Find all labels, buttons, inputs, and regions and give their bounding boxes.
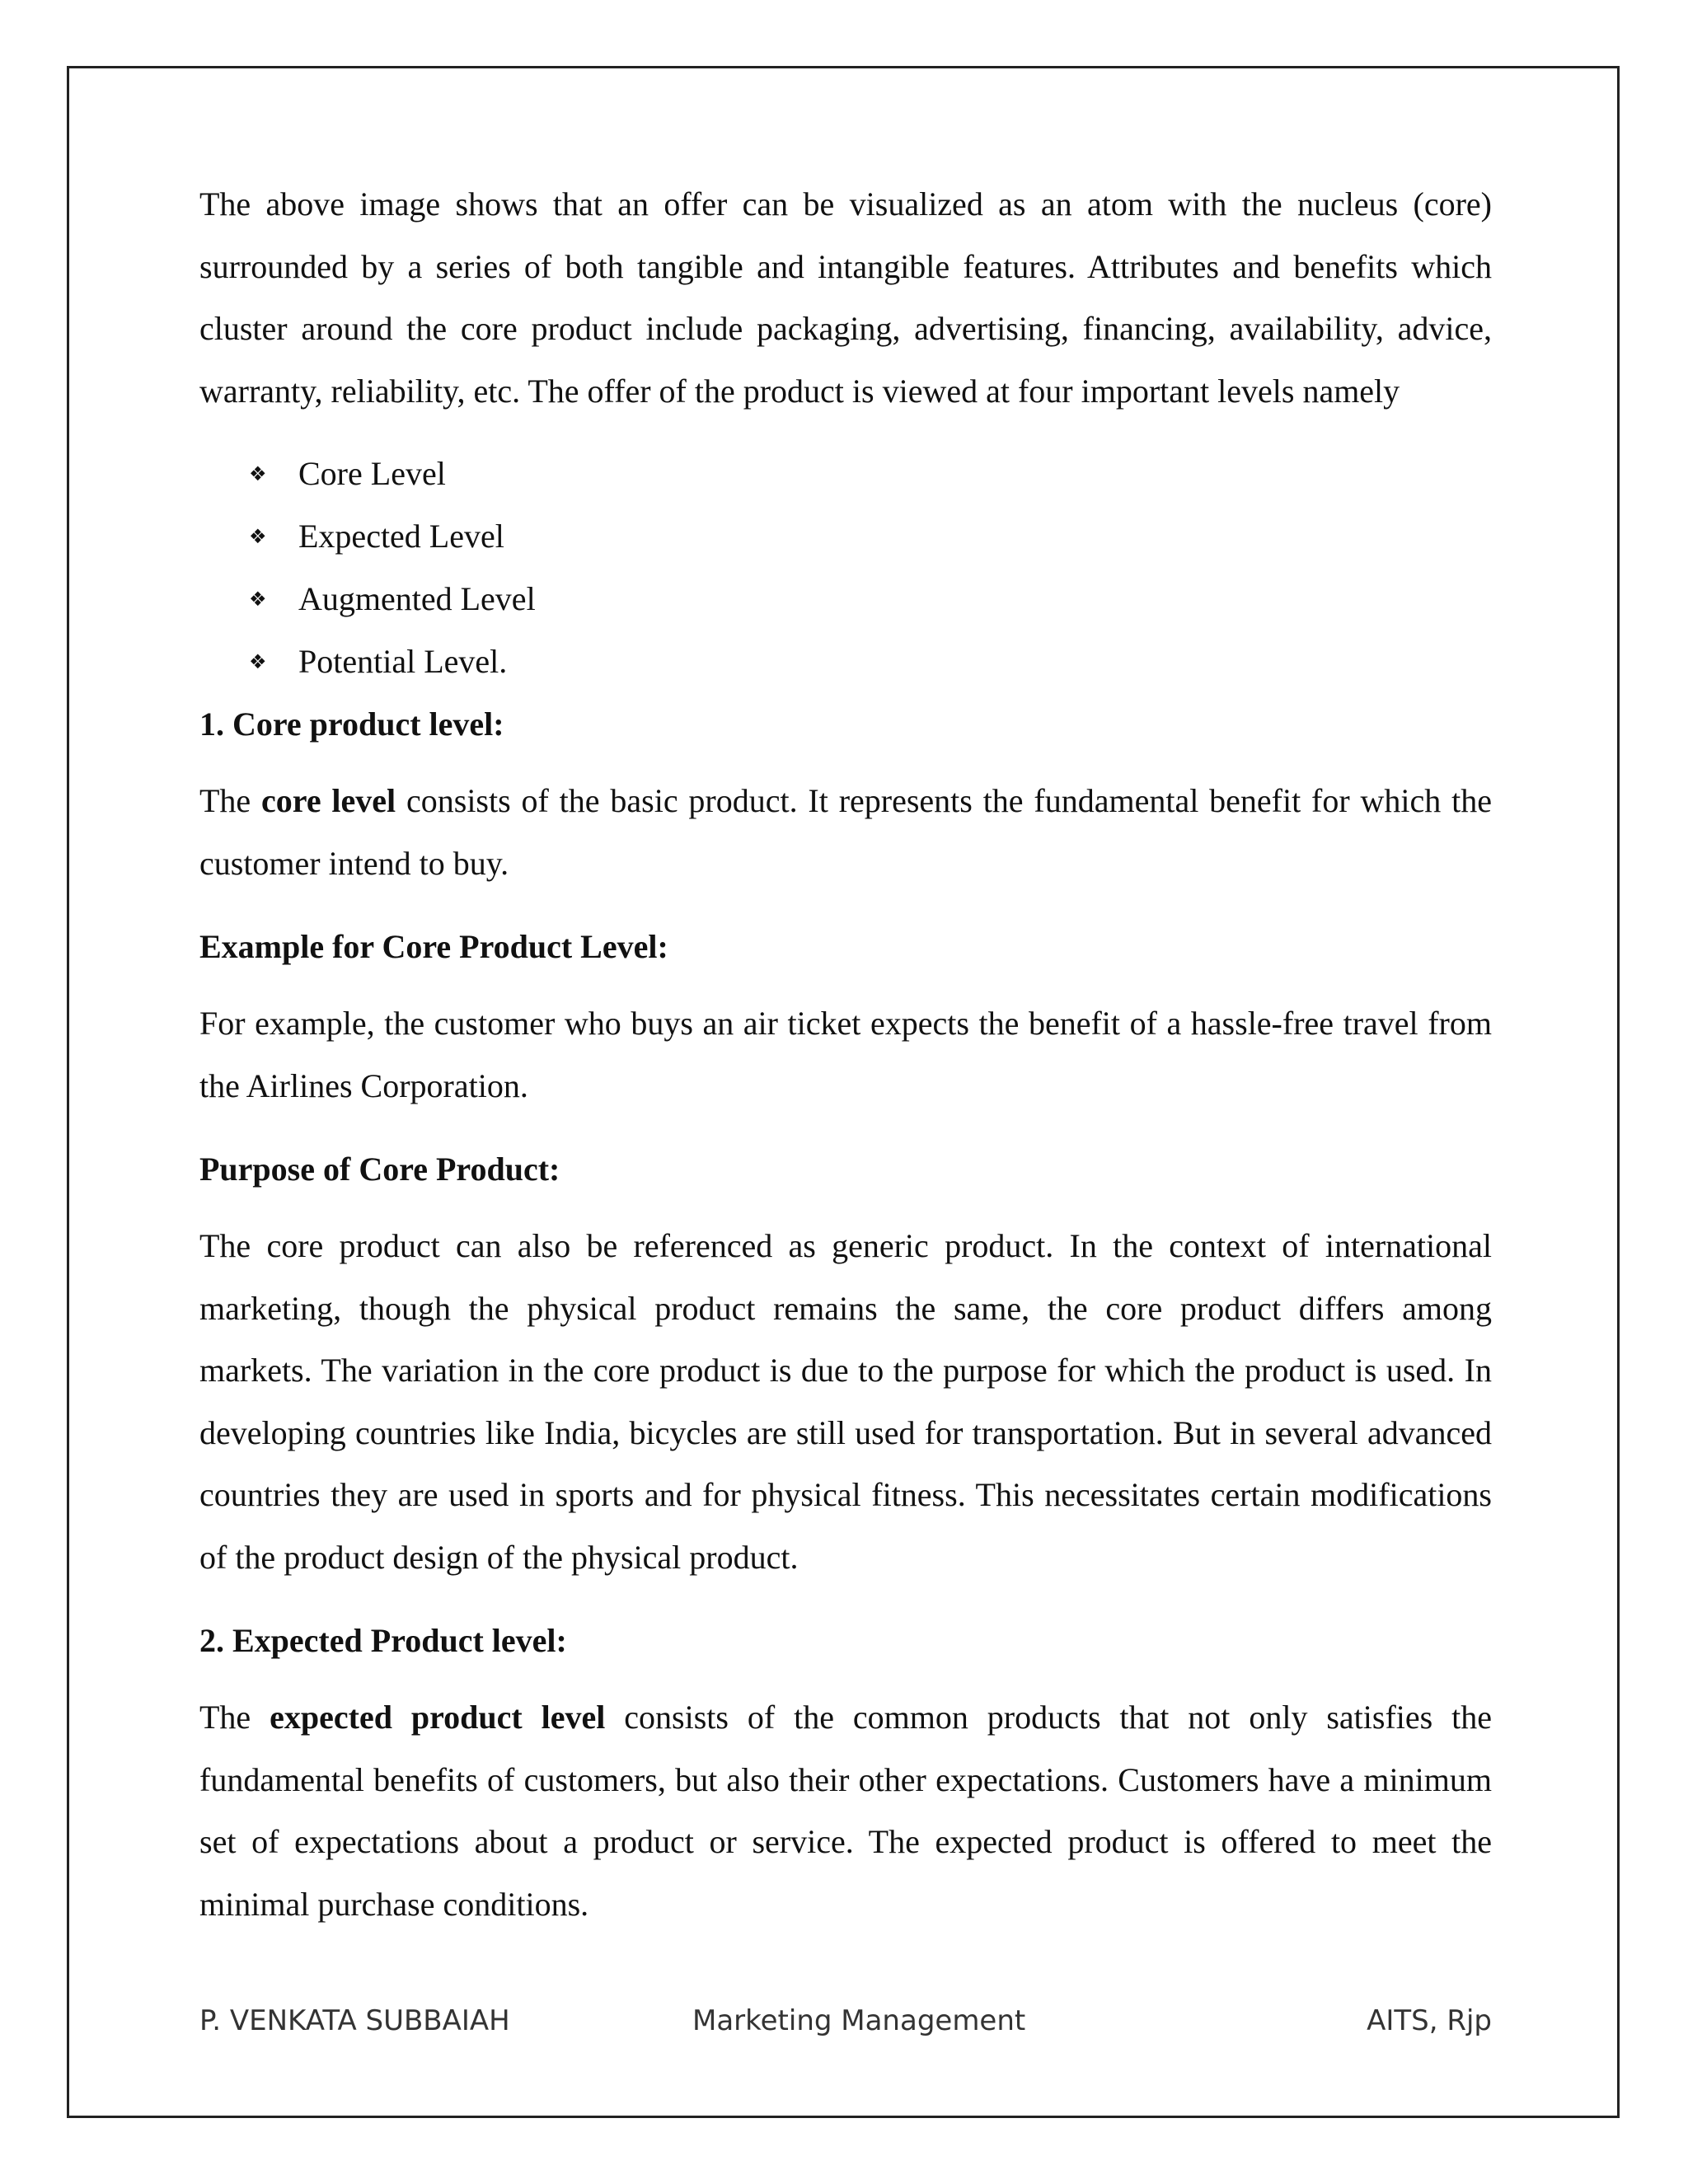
diamond-bullet-icon: ❖ — [249, 462, 267, 485]
core-purpose-heading: Purpose of Core Product: — [199, 1151, 560, 1188]
expected-level-heading: 2. Expected Product level: — [199, 1622, 567, 1659]
core-level-heading: 1. Core product level: — [199, 705, 504, 743]
list-item — [199, 505, 1492, 568]
expected-level-paragraph: The expected product level consists of the common products that not only satisfies the fundamental benefits of customers, but also their other expectations. Customers have a minimum set of expectations about a product or service. The expected product is offered to meet the minimal purchase conditions. — [199, 1699, 1493, 1923]
document-body — [199, 173, 1492, 1935]
list-item-label: Augmented Level — [298, 580, 536, 617]
list-item-label: Expected Level — [298, 518, 504, 555]
footer-subject: Marketing Management — [692, 2004, 1026, 2037]
footer-author: P. VENKATA SUBBAIAH — [199, 2004, 510, 2037]
list-item — [199, 443, 1492, 505]
list-item — [199, 630, 1492, 693]
list-item-label: Core Level — [298, 455, 446, 492]
core-level-paragraph: The core level consists of the basic product. It represents the fundamental benefit for which the customer intend to buy. — [199, 782, 1493, 882]
diamond-bullet-icon: ❖ — [249, 588, 267, 611]
footer-institution: AITS, Rjp — [1367, 2004, 1492, 2037]
list-item — [199, 568, 1492, 630]
expected-level-term: expected product level — [270, 1699, 606, 1736]
core-purpose-paragraph: The core product can also be referenced as generic product. In the context of international marketing, though the physical product remains the same, the core product differs among markets. The variation in the core product is due to the purpose for which the product is used. In developing countries like India, bicycles are still used for transportation. But in several advanced countries they are used in sports and for physical fitness. This necessitates certain modifications of the product design of the physical product. — [199, 1227, 1492, 1576]
core-example-heading: Example for Core Product Level: — [199, 928, 668, 965]
list-item-label: Potential Level. — [298, 643, 508, 680]
diamond-bullet-icon: ❖ — [249, 525, 267, 548]
page-footer — [199, 2004, 1492, 2046]
levels-list — [199, 443, 1492, 693]
core-level-term: core level — [261, 782, 396, 819]
diamond-bullet-icon: ❖ — [249, 650, 267, 673]
core-example-paragraph: For example, the customer who buys an air ticket expects the benefit of a hassle-free travel from the Airlines Corporation. — [199, 1005, 1492, 1104]
intro-paragraph: The above image shows that an offer can be visualized as an atom with the nucleus (core) surrounded by a series of both tangible and intangible features. Attributes and benefits which cluster around the core product include packaging, advertising, financing, availability, advice, warranty, reliability, etc. The offer of the product is viewed at four important levels namely — [199, 185, 1492, 410]
